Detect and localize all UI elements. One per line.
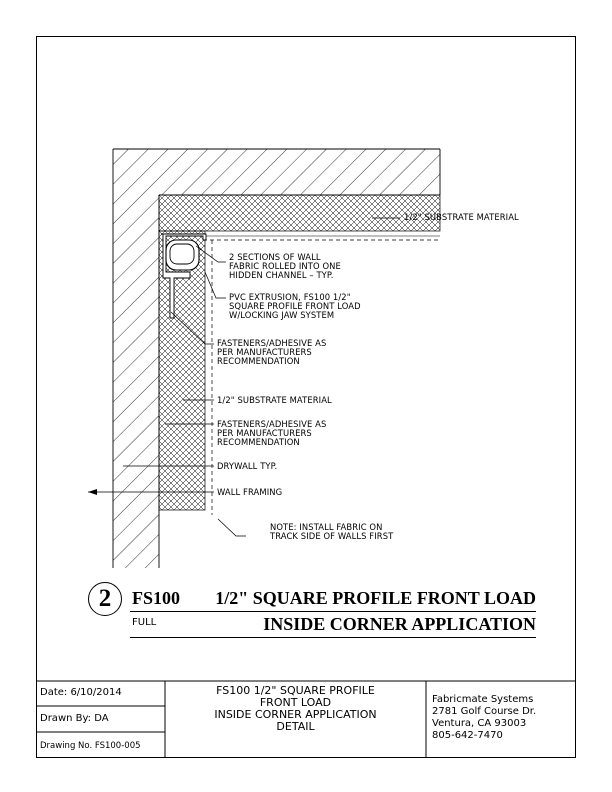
tb-description-line-2: FRONT LOAD xyxy=(259,696,332,709)
tb-company-city: Ventura, CA 93003 xyxy=(432,718,527,729)
callout-pvc-extrusion: PVC EXTRUSION, FS100 1/2" SQUARE PROFILE FRONT LOAD W/LOCKING JAW SYSTEM xyxy=(229,292,361,321)
fabric-dashed-lines xyxy=(203,240,440,515)
callout-fasteners-2: FASTENERS/ADHESIVE AS PER MANUFACTURERS RECOMMENDATION xyxy=(217,419,327,448)
title-underline-2 xyxy=(130,637,536,638)
wall-framing-arrow xyxy=(88,489,97,495)
tb-description-line-4: DETAIL xyxy=(276,720,315,733)
title-underline-1 xyxy=(130,611,536,612)
detail-number-bubble: 2 xyxy=(88,582,122,616)
tb-company-phone: 805-642-7470 xyxy=(432,730,503,741)
substrate-top xyxy=(159,195,440,231)
tb-company-name: Fabricmate Systems xyxy=(432,694,534,705)
callout-fasteners-1: FASTENERS/ADHESIVE AS PER MANUFACTURERS RECOMMENDATION xyxy=(217,338,327,367)
detail-title-line1: 1/2" SQUARE PROFILE FRONT LOAD xyxy=(215,588,536,608)
detail-title-line2: INSIDE CORNER APPLICATION xyxy=(263,614,536,634)
tb-description-line-3: INSIDE CORNER APPLICATION xyxy=(214,708,377,721)
callout-wall-framing: WALL FRAMING xyxy=(217,487,283,497)
detail-scale: FULL xyxy=(132,617,157,628)
callout-fabric-sections: 2 SECTIONS OF WALL FABRIC ROLLED INTO ONE HIDDEN CHANNEL – TYP. xyxy=(229,252,341,281)
detail-code: FS100 xyxy=(132,588,181,608)
tb-date: Date: 6/10/2014 xyxy=(40,687,122,698)
callout-substrate-top: 1/2" SUBSTRATE MATERIAL xyxy=(404,212,519,222)
tb-drawing-number: Drawing No. FS100-005 xyxy=(40,741,141,751)
tb-company-address: 2781 Golf Course Dr. xyxy=(432,706,537,717)
callout-substrate-side: 1/2" SUBSTRATE MATERIAL xyxy=(217,395,332,405)
callout-note: NOTE: INSTALL FABRIC ON TRACK SIDE OF WALLS FIRST xyxy=(270,522,394,542)
tb-drawn-by: Drawn By: DA xyxy=(40,713,109,724)
tb-description-line-1: FS100 1/2" SQUARE PROFILE xyxy=(216,684,375,697)
callout-drywall: DRYWALL TYP. xyxy=(217,461,278,471)
